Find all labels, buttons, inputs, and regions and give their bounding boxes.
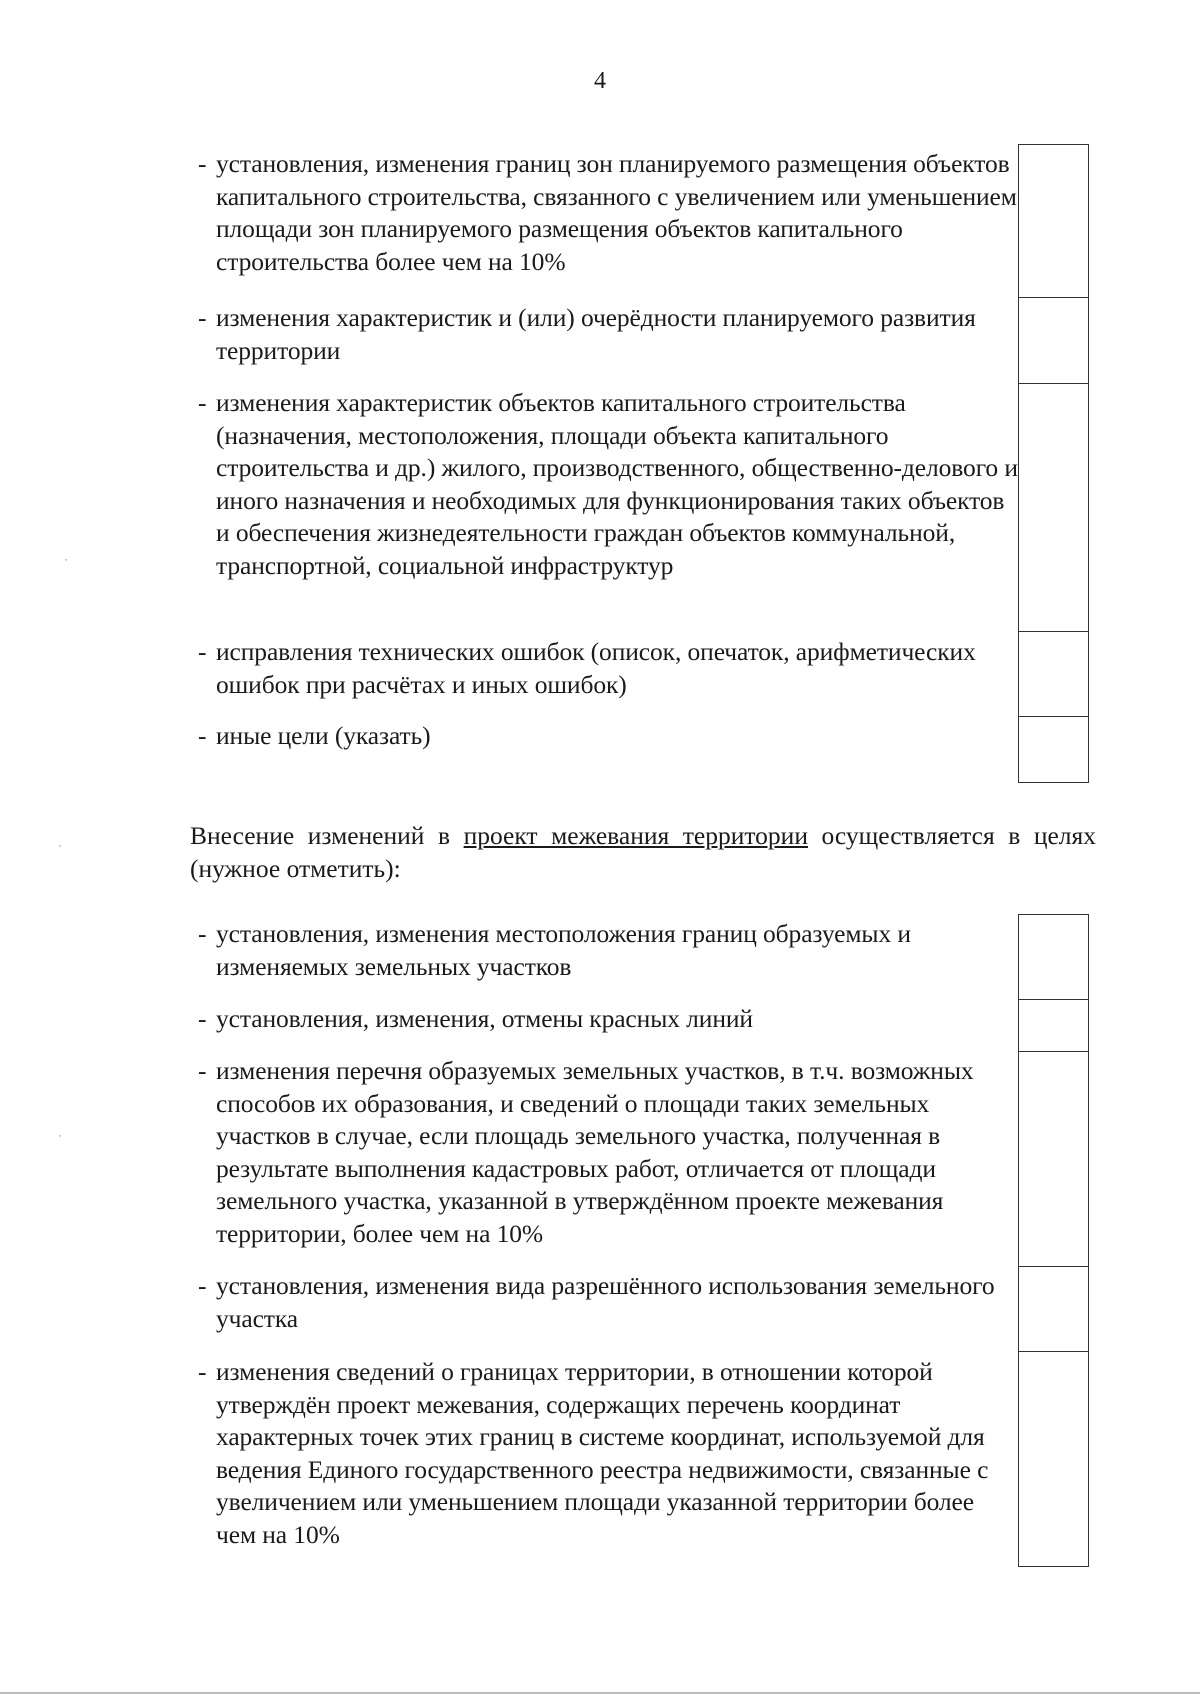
- list-dash: -: [198, 1271, 207, 1300]
- list-item: [198, 387, 1020, 582]
- list-dash: -: [198, 919, 207, 948]
- section-intro: [190, 820, 1096, 885]
- list-item-text: изменения характеристик объектов капитального строительства (назначения, местоположения, площади объекта капитального строительства и др.) жилого, производственного, общественно-делового и иного назначения и необходимых для функционирования таких объектов и обеспечения жизнедеятельности граждан объектов коммунальной, транспортной, социальной инфраструктур: [216, 388, 1018, 580]
- list-item: [198, 720, 1020, 753]
- checkbox[interactable]: [1018, 631, 1089, 717]
- list-item-text: установления, изменения, отмены красных линий: [216, 1004, 753, 1033]
- checkbox[interactable]: [1018, 144, 1089, 298]
- checkbox[interactable]: [1018, 999, 1089, 1052]
- checkbox[interactable]: [1018, 716, 1089, 783]
- list-item-text: иные цели (указать): [216, 721, 431, 750]
- list-dash: -: [198, 1357, 207, 1386]
- list-item-text: изменения сведений о границах территории, в отношении которой утверждён проект межевания, содержащих перечень координат характерных точек этих границ в системе координат, используемой для ведения Единого государственного реестра недвижимости, связанные с увеличением или уменьшением площади указанной территории более чем на 10%: [216, 1357, 989, 1549]
- list-item: [198, 918, 1020, 983]
- list-item: [198, 148, 1020, 278]
- list-item-text: установления, изменения границ зон планируемого размещения объектов капитального строительства, связанного с увеличением или уменьшением площади зон планируемого размещения объектов капитального строительства более чем на 10%: [216, 149, 1017, 276]
- checkbox[interactable]: [1018, 1351, 1089, 1567]
- list-dash: -: [198, 303, 207, 332]
- list-item: [198, 1055, 1020, 1250]
- list-item: [198, 1003, 1020, 1036]
- list-dash: -: [198, 1056, 207, 1085]
- checkbox[interactable]: [1018, 914, 1089, 1000]
- list-item-text: исправления технических ошибок (описок, опечаток, арифметических ошибок при расчётах и иных ошибок): [216, 637, 976, 699]
- intro-text: Внесение изменений в: [190, 821, 464, 850]
- list-item-text: установления, изменения вида разрешённого использования земельного участка: [216, 1271, 995, 1333]
- scan-mark: ˙: [58, 842, 62, 856]
- list-item-text: изменения характеристик и (или) очерёдности планируемого развития территории: [216, 303, 976, 365]
- list-dash: -: [198, 637, 207, 666]
- scan-mark: ˙: [64, 556, 68, 570]
- intro-text: осуществляется в целях (нужное отметить):: [190, 821, 1096, 883]
- checkbox[interactable]: [1018, 297, 1089, 384]
- scan-mark: ˙: [58, 1132, 62, 1146]
- list-dash: -: [198, 1004, 207, 1033]
- page-edge-line: [0, 1692, 1200, 1694]
- list-dash: -: [198, 149, 207, 178]
- page-number: 4: [594, 68, 606, 94]
- intro-underlined-text: проект межевания территории: [463, 821, 808, 850]
- list-dash: -: [198, 388, 207, 417]
- list-item-text: установления, изменения местоположения границ образуемых и изменяемых земельных участков: [216, 919, 911, 981]
- checkbox[interactable]: [1018, 383, 1089, 632]
- checkbox[interactable]: [1018, 1266, 1089, 1352]
- list-dash: -: [198, 721, 207, 750]
- list-item-text: изменения перечня образуемых земельных участков, в т.ч. возможных способов их образования, и сведений о площади таких земельных участков в случае, если площадь земельного участка, полученная в результате выполнения кадастровых работ, отличается от площади земельного участка, указанной в утверждённом проекте межевания территории, более чем на 10%: [216, 1056, 974, 1248]
- list-item: [198, 636, 1020, 701]
- list-item: [198, 1356, 1020, 1551]
- checkbox[interactable]: [1018, 1051, 1089, 1267]
- list-item: [198, 1270, 1020, 1335]
- list-item: [198, 302, 1020, 367]
